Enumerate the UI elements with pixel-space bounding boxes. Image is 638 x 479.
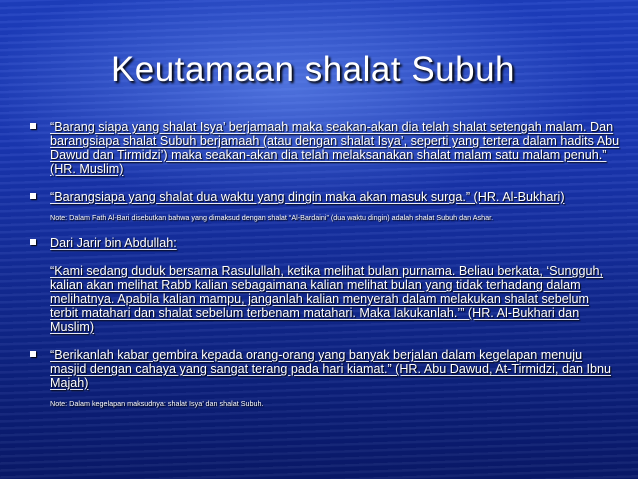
- bullet-item: [30, 120, 620, 176]
- bullet-note: Note: Dalam kegelapan maksudnya: shalat Isya’ dan shalat Subuh.: [50, 399, 264, 408]
- bullet-quote: “Kami sedang duduk bersama Rasulullah, ketika melihat bulan purnama. Beliau berkata, ‘Sungguh, kalian akan melihat Rabb kalian sebagaimana kalian melihat bulan yang tidak terhadang dalam melihatnya. Apabila kalian mampu, janganlah kalian menyerah dalam melakukan shalat sebelum terbit matahari dan shalat sebelum terbenam matahari. Maka lakukanlah.’” (HR. Al-Bukhari dan Muslim): [50, 264, 604, 334]
- bullet-item: [30, 348, 620, 408]
- bullet-note: Note: Dalam Fath Al-Bari disebutkan bahwa yang dimaksud dengan shalat “Al-Bardaini” (dua waktu dingin) adalah shalat Subuh dan Ashar.: [50, 213, 494, 222]
- bullet-text: Dari Jarir bin Abdullah:: [50, 236, 177, 250]
- bullet-item: [30, 190, 620, 222]
- bullet-item: [30, 236, 620, 334]
- slide-title-text: Keutamaan shalat Subuh: [110, 50, 516, 89]
- slide-body: [30, 120, 620, 408]
- bullet-text: “Berikanlah kabar gembira kepada orang-orang yang banyak berjalan dalam kegelapan menuju masjid dengan cahaya yang sangat terang pada hari kiamat.” (HR. Abu Dawud, At-Tirmidzi, dan Ibnu Majah): [50, 348, 611, 390]
- square-bullet-icon: [30, 351, 36, 357]
- square-bullet-icon: [30, 239, 36, 245]
- bullet-text: “Barangsiapa yang shalat dua waktu yang dingin maka akan masuk surga.” (HR. Al-Bukhari): [50, 190, 565, 204]
- slide-title: [0, 50, 638, 90]
- square-bullet-icon: [30, 123, 36, 129]
- square-bullet-icon: [30, 193, 36, 199]
- bullet-text: “Barang siapa yang shalat Isya’ berjamaah maka seakan-akan dia telah shalat setengah malam. Dan barangsiapa shalat Subuh berjamaah (atau dengan shalat Isya’, seperti yang tertera dalam hadits Abu Dawud dan Tirmidzi’) maka seakan-akan dia telah melaksanakan shalat malam satu malam penuh.” (HR. Muslim): [50, 120, 620, 176]
